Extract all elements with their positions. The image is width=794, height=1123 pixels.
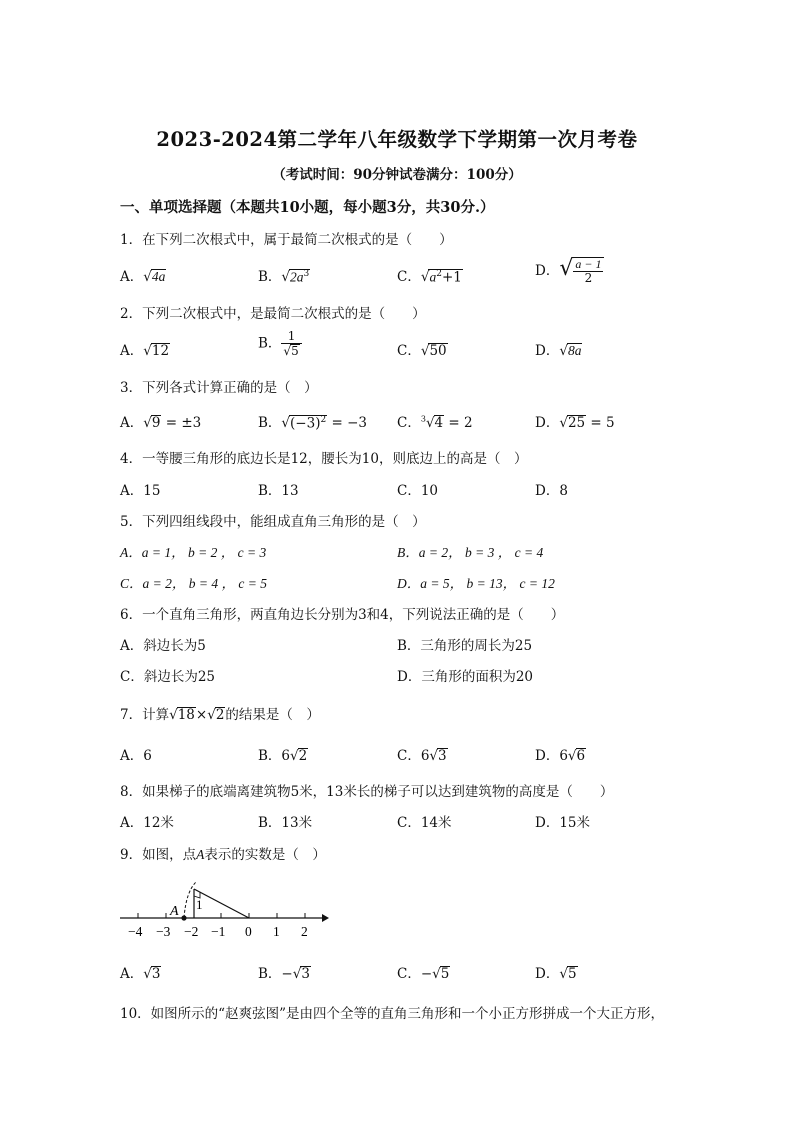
q6-option-a[interactable]: A．斜边长为5: [120, 638, 206, 654]
tick-label: 2: [301, 924, 308, 939]
tick-label: 0: [245, 924, 252, 939]
q3-option-d[interactable]: D．√25 = 5: [535, 415, 615, 431]
q1-option-a[interactable]: A．√4a: [120, 269, 166, 285]
point-a-dot: [181, 915, 186, 920]
q5-option-a[interactable]: A．a = 1， b = 2 ， c = 3: [120, 545, 267, 560]
question-7-stem: 7．计算√18×√2的结果是（ ）: [120, 707, 320, 723]
q5-option-b[interactable]: B．a = 2， b = 3 ， c = 4: [397, 545, 544, 560]
q9-option-a[interactable]: A．√3: [120, 966, 161, 982]
q3-option-a[interactable]: A．√9 = ±3: [120, 415, 202, 431]
question-3-stem: 3．下列各式计算正确的是（ ）: [120, 380, 318, 396]
q8-option-a[interactable]: A．12米: [120, 815, 174, 831]
q6-option-c[interactable]: C．斜边长为25: [120, 669, 216, 685]
question-9-stem: 9．如图，点A表示的实数是（ ）: [120, 847, 326, 863]
q4-option-a[interactable]: A．15: [120, 483, 161, 499]
side-label-1: 1: [196, 897, 203, 912]
q9-option-d[interactable]: D．√5: [535, 966, 577, 982]
q7-option-b[interactable]: B．6√2: [258, 748, 308, 764]
question-1-stem: 1．在下列二次根式中，属于最简二次根式的是（ ）: [120, 232, 453, 248]
q6-option-b[interactable]: B．三角形的周长为25: [397, 638, 533, 654]
tick-label: −1: [211, 924, 226, 939]
q3-option-c[interactable]: C．$^3$√4 = 2: [397, 414, 473, 431]
q7-option-c[interactable]: C．6√3: [397, 748, 447, 764]
tick-label: −2: [184, 924, 199, 939]
q7-option-a[interactable]: A．6: [120, 748, 152, 764]
q2-option-a[interactable]: A．√12: [120, 343, 170, 359]
question-5-stem: 5．下列四组线段中，能组成直角三角形的是（ ）: [120, 514, 426, 530]
q3-option-b[interactable]: B．$√(-3)^2 = -3$: [258, 414, 367, 431]
tick-label: −4: [128, 924, 143, 939]
question-8-stem: 8．如果梯子的底端离建筑物5米，13米长的梯子可以达到建筑物的高度是（ ）: [120, 784, 614, 800]
q4-option-d[interactable]: D．8: [535, 483, 568, 499]
q1-option-b[interactable]: B．$√2a^3$: [258, 268, 310, 285]
q9-option-b[interactable]: B．−√3: [258, 966, 310, 982]
q5-option-c[interactable]: C．a = 2， b = 4 ， c = 5: [120, 576, 267, 591]
number-line-figure: [118, 872, 330, 944]
q5-option-d[interactable]: D．a = 5， b = 13， c = 12: [397, 576, 555, 591]
q7-option-d[interactable]: D．6√6: [535, 748, 586, 764]
question-4-stem: 4．一等腰三角形的底边长是12，腰长为10，则底边上的高是（ ）: [120, 451, 528, 467]
q1-option-c[interactable]: C．$√a^2+1$: [397, 268, 462, 285]
q6-option-d[interactable]: D．三角形的面积为20: [397, 669, 534, 685]
q8-option-b[interactable]: B．13米: [258, 815, 313, 831]
q2-option-c[interactable]: C．√50: [397, 343, 447, 359]
exam-title: 2023-2024第二学年八年级数学下学期第一次月考卷: [156, 128, 638, 151]
exam-subtitle: （考试时间：90分钟试卷满分：100分）: [272, 167, 522, 183]
question-10-stem: 10．如图所示的“赵爽弦图”是由四个全等的直角三角形和一个小正方形拼成一个大正方形，: [120, 1006, 664, 1022]
q8-option-c[interactable]: C．14米: [397, 815, 452, 831]
q4-option-b[interactable]: B．13: [258, 483, 299, 499]
q4-option-c[interactable]: C．10: [397, 483, 439, 499]
q1-option-d[interactable]: D．√ $\frac{a - 1}{2}$: [535, 256, 604, 285]
q8-option-d[interactable]: D．15米: [535, 815, 591, 831]
q2-option-b[interactable]: B． $\frac{1}{√5}$: [258, 330, 302, 358]
tick-label: 1: [273, 924, 280, 939]
question-2-stem: 2．下列二次根式中，是最简二次根式的是（ ）: [120, 306, 426, 322]
tick-label: −3: [156, 924, 171, 939]
point-a-label: A: [170, 904, 179, 919]
axis-arrow-icon: [322, 914, 329, 922]
q9-option-c[interactable]: C．−√5: [397, 966, 450, 982]
question-6-stem: 6．一个直角三角形，两直角边长分别为3和4，下列说法正确的是（ ）: [120, 607, 565, 623]
section-heading: 一、单项选择题（本题共10小题，每小题3分，共30分.）: [120, 199, 495, 216]
q2-option-d[interactable]: D．√8a: [535, 343, 582, 359]
